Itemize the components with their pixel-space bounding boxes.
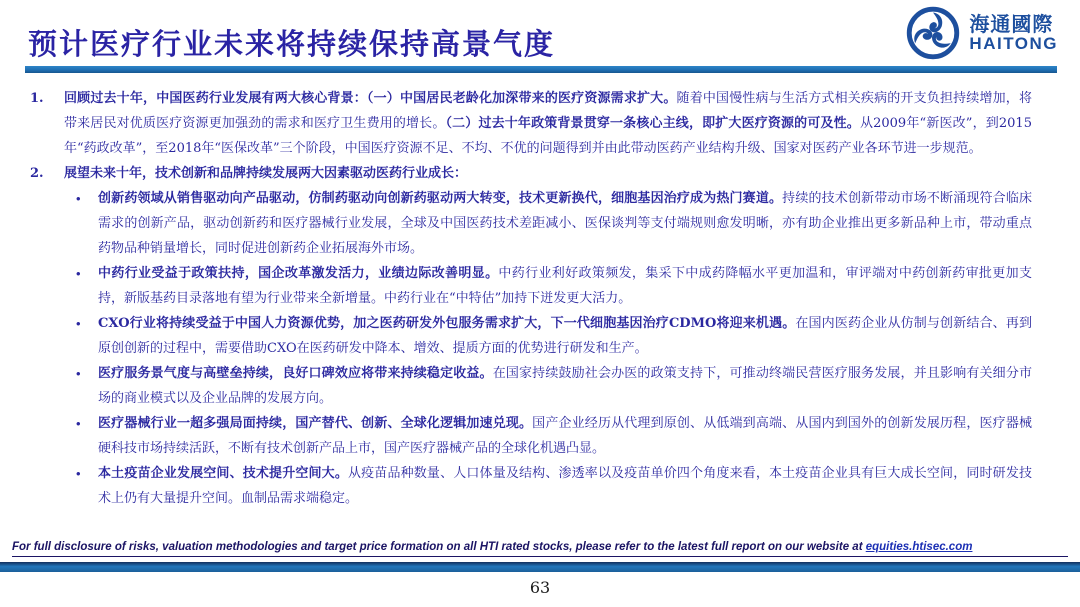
bullet-icon: •: [76, 466, 81, 481]
bullet-icon: •: [76, 266, 81, 281]
logo-cn-label: 海通國際: [969, 11, 1054, 36]
bullet-text: [98, 361, 1032, 411]
text-segment: 国产企业经历从代理到原创、从低端到高端、从国内到国外的创新发展历程，医疗器械硬科技市场持续活跃，不断有技术创新产品上市，国产医疗器械产品的全球化机遇凸显。: [98, 416, 1032, 456]
logo-en-label: HAITONG: [969, 33, 1058, 53]
numbered-point: [30, 161, 1032, 186]
bullet-item: [30, 361, 1032, 411]
footer-bar: [0, 562, 1080, 572]
text-segment: 从疫苗品种数量、人口体量及结构、渗透率以及疫苗单价四个角度来看，本土疫苗企业具有巨大成长空间，同时研发技术上仍有大量提升空间。血制品需求端稳定。: [98, 466, 1032, 506]
bullet-icon: •: [76, 316, 81, 331]
bullet-item: [30, 311, 1032, 361]
page-title: 预计医疗行业未来将持续保持高景气度: [28, 27, 556, 61]
text-segment: 在国内医药企业从仿制与创新结合、再到原创创新的过程中，需要借助CXO在医药研发中降本、增效、提质方面的优势进行研发和生产。: [98, 316, 1032, 356]
footer-link[interactable]: equities.htisec.com: [865, 541, 973, 553]
bold-text-segment: 中药行业受益于政策扶持，国企改革激发活力，业绩边际改善明显。: [98, 266, 499, 281]
point-text: [64, 86, 1032, 161]
point-text: [64, 161, 1032, 186]
page-number: 63: [529, 578, 551, 597]
bold-text-segment: （二）过去十年政策背景贯穿一条核心主线，即扩大医疗资源的可及性。: [445, 116, 860, 131]
text-segment: 持续的技术创新带动市场不断涌现符合临床需求的创新产品，驱动创新药和医疗器械行业发展，全球及中国医药技术差距减小、医保谈判等支付端规则愈发明晰，亦有助企业推出更多新品种上市，带动重点药物品种销量增长，同时促进创新药企业拓展海外市场。: [98, 191, 1032, 256]
bold-text-segment: 创新药领域从销售驱动向产品驱动，仿制药驱动向创新药驱动两大转变，技术更新换代，细胞基因治疗成为热门赛道。: [98, 191, 783, 206]
bullet-item: [30, 411, 1032, 461]
footer-disclosure-text: For full disclosure of risks, valuation methodologies and target price formation on all HTI rated stocks, please refer to the latest full report on our website at: [12, 541, 866, 553]
text-segment: 中药行业利好政策频发，集采下中成药降幅水平更加温和，审评端对中药创新药审批更加支持，新版基药目录落地有望为行业带来全新增量。中药行业在“中特估”加持下迸发更大活力。: [98, 266, 1032, 306]
footer-disclosure: [12, 541, 1068, 557]
bullet-icon: •: [76, 191, 81, 206]
body-points: [30, 86, 1032, 511]
bullet-text: [98, 461, 1032, 511]
bullet-item: [30, 186, 1032, 261]
bold-text-segment: 回顾过去十年，中国医药行业发展有两大核心背景：（一）中国居民老龄化加深带来的医疗资源需求扩大。: [64, 91, 677, 106]
text-segment: 从2009年“新医改”，到2015年“药政改革”，至2018年“医保改革”三个阶段，中国医疗资源不足、不均、不优的问题得到并由此带动医药产业结构升级、国家对医药产业各环节进一步规范。: [64, 116, 1032, 156]
bold-text-segment: 医疗器械行业一超多强局面持续，国产替代、创新、全球化逻辑加速兑现。: [98, 416, 533, 431]
bullet-text: [98, 186, 1032, 261]
haitong-logo-text: [969, 11, 1058, 53]
bold-text-segment: 医疗服务景气度与高壁垒持续，良好口碑效应将带来持续稳定收益。: [98, 366, 493, 381]
numbered-point: [30, 86, 1032, 161]
bold-text-segment: 展望未来十年，技术创新和品牌持续发展两大因素驱动医药行业成长：: [64, 166, 468, 181]
bold-text-segment: 本土疫苗企业发展空间、技术提升空间大。: [98, 466, 348, 481]
bullet-item: [30, 261, 1032, 311]
bullet-text: [98, 411, 1032, 461]
title-divider: [25, 66, 1057, 73]
bullet-icon: •: [76, 366, 81, 381]
bullet-item: [30, 461, 1032, 511]
haitong-logo-icon: [906, 6, 960, 60]
bullet-icon: •: [76, 416, 81, 431]
bold-text-segment: CXO行业将持续受益于中国人力资源优势，加之医药研发外包服务需求扩大，下一代细胞基因治疗CDMO将迎来机遇。: [98, 316, 796, 331]
text-segment: 在国家持续鼓励社会办医的政策支持下，可推动终端民营医疗服务发展，并且影响有关细分市场的商业模式以及企业品牌的发展方向。: [98, 366, 1032, 406]
point-number: 2.: [30, 166, 44, 181]
haitong-logo: [906, 6, 1058, 60]
point-number: 1.: [30, 91, 44, 106]
bullet-text: [98, 311, 1032, 361]
text-segment: 随着中国慢性病与生活方式相关疾病的开支负担持续增加，将带来居民对优质医疗资源更加强劲的需求和医疗卫生费用的增长。: [64, 91, 1032, 131]
bullet-text: [98, 261, 1032, 311]
